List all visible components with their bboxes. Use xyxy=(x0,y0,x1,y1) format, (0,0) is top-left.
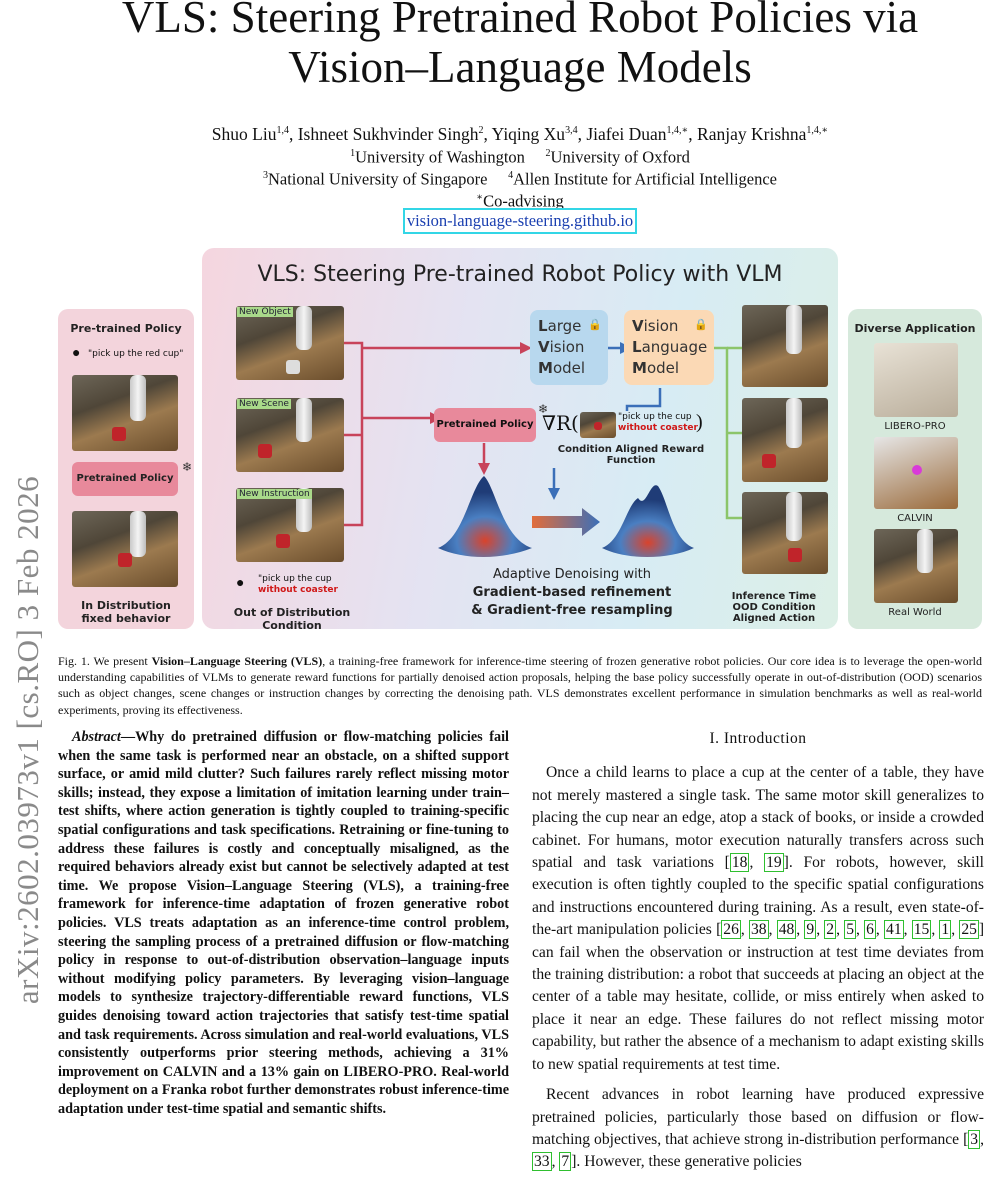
vision-language-model-box xyxy=(624,310,714,385)
adaptive-denoising-label xyxy=(452,566,692,620)
citation-link[interactable]: 9 xyxy=(806,921,815,939)
denoise-line1: Adaptive Denoising with xyxy=(492,567,652,582)
paper-title xyxy=(80,0,960,92)
figure-caption xyxy=(58,653,982,718)
author-affil-sup: 3,4 xyxy=(565,125,578,136)
author-name: Jiafei Duan xyxy=(586,123,667,144)
abstract-text: —Why do pretrained diffusion or flow-matching policies fail when the same task is performed near an obstacle, on a shifted support surface, or amid mild clutter? Such failures rarely reflect missing motor skills; instead, they expose a limitation of imitation learning under train–test shifts, where action generation is tightly coupled to training-specific spatial configurations and task specifications. Retraining or fine-tuning to address these failures is costly and conceptually misaligned, as the required behaviors already exist but cannot be selectively adapted at test time. We propose Vision–Language Steering (VLS), a training-free framework for inference-time adaptation of frozen generative robot policies. VLS treats adaptation as an inference-time control problem, steering the sampling process of a pretrained diffusion or flow-matching policy in response to out-of-distribution observation–language inputs without modifying policy parameters. By leveraging vision–language models to synthesize trajectory-differentiable reward functions, VLS guides denoising toward action trajectories that satisfy test-time spatial and task requirements. Across simulation and real-world evaluations, VLS consistently outperforms prior steering methods, achieving a 31% improvement on CALVIN and a 13% gain on LIBERO-PRO. Real-world deployment on a Franka robot further demonstrates robust inference-time adaptation under test-time spatial and semantic shifts. xyxy=(58,729,509,1117)
person-icon: ● xyxy=(236,576,245,591)
citation-link[interactable]: 7 xyxy=(561,1153,570,1171)
inference-photo-2 xyxy=(742,398,828,482)
introduction-section xyxy=(532,728,984,1182)
author-affil-sup: 1,4,∗ xyxy=(806,125,829,136)
robot-photo xyxy=(72,511,178,587)
robot-photo xyxy=(72,375,178,451)
reward-close-paren: ) xyxy=(696,411,703,433)
affil-sup: 4 xyxy=(508,170,514,181)
caption-prefix: Fig. 1. We present xyxy=(58,654,152,668)
author-name: Shuo Liu xyxy=(211,123,277,144)
citation-link[interactable]: 5 xyxy=(846,921,854,939)
ood-prompt-line2: without coaster xyxy=(258,585,338,595)
vls-main-panel xyxy=(202,248,838,632)
text: Recent advances in robot learning have produced expressive pretrained policies, particularly those based on diffusion or flow-matching objectives, that achieve strong in-distribution performance xyxy=(532,1086,984,1148)
reward-thumbnail xyxy=(580,412,616,438)
denoise-arrow xyxy=(532,508,600,536)
vlm-odel: odel xyxy=(646,359,680,377)
citation-link[interactable]: 41 xyxy=(886,921,902,939)
libero-pro-label: LIBERO-PRO xyxy=(884,421,946,432)
lvm-odel: odel xyxy=(552,359,586,377)
snowflake-icon: ❄ xyxy=(182,460,193,474)
affil-sup: 1 xyxy=(350,148,356,159)
citation-link[interactable]: 19 xyxy=(766,854,782,872)
infer-line2: OOD Condition Aligned Action xyxy=(732,602,816,624)
citation-link[interactable]: 6 xyxy=(866,921,874,939)
reward-function-label: Condition Aligned Reward Function xyxy=(557,444,705,466)
abstract xyxy=(58,728,509,1118)
lock-icon: 🔒 xyxy=(588,318,602,331)
text: . However, these generative policies xyxy=(576,1153,802,1171)
citation-link[interactable]: 18 xyxy=(731,854,748,872)
ood-prompt-line1: "pick up the cup xyxy=(258,574,332,584)
affil-sup: 2 xyxy=(545,148,551,159)
figure-title: VLS: Steering Pre-trained Robot Policy with VLM xyxy=(257,262,783,287)
citation-link[interactable]: 1 xyxy=(941,921,950,939)
inference-time-label xyxy=(710,591,838,624)
ood-condition-label: Out of Distribution Condition xyxy=(233,606,351,632)
affil-text: University of Oxford xyxy=(550,147,690,167)
lvm-m: M xyxy=(538,359,553,377)
left-bottom-label xyxy=(58,599,194,625)
lvm-ision: ision xyxy=(549,338,585,356)
calvin-label: CALVIN xyxy=(897,513,933,524)
section-heading: I. Introduction xyxy=(709,730,807,747)
left-panel-title: Pre-trained Policy xyxy=(70,322,182,335)
vlm-anguage: anguage xyxy=(641,338,708,356)
affil-text: National University of Singapore xyxy=(267,169,488,189)
citation-link[interactable]: 38 xyxy=(750,921,767,939)
citation-link[interactable]: 33 xyxy=(534,1153,550,1171)
author-list: Shuo Liu$^{1,4}$, Ishneet Sukhvinder Singh$^2$, Yiqing Xu$^{3,4}$, Jiafei Duan$^{1,4,∗}$, Ranjay Krishna$^{1,4,∗}$ xyxy=(211,123,829,144)
infer-line1: Inference Time xyxy=(731,591,817,602)
reward-prompt-line1: "pick up the cup xyxy=(618,412,692,422)
vlm-m: M xyxy=(632,359,647,377)
lvm-l: L xyxy=(538,317,548,335)
snowflake-icon: ❄ xyxy=(538,402,549,416)
affil-sup: 3 xyxy=(262,170,268,181)
tag-new-object: New Object xyxy=(239,307,291,317)
real-world-photo xyxy=(874,529,958,603)
large-vision-model-box xyxy=(530,310,608,385)
reward-prompt xyxy=(618,412,698,434)
abstract-label: Abstract xyxy=(72,729,121,745)
affil-text: University of Washington xyxy=(355,147,525,167)
calvin-photo xyxy=(874,437,958,509)
libero-pro-photo xyxy=(874,343,958,417)
title-line-1: VLS: Steering Pretrained Robot Policies via xyxy=(121,0,919,42)
left-pretrained-policy-pill: Pretrained Policy xyxy=(72,462,178,496)
author-name: Ishneet Sukhvinder Singh xyxy=(297,123,479,144)
citation-link[interactable]: 3 xyxy=(970,1130,979,1148)
coadv-sup: ∗ xyxy=(476,192,484,203)
distribution-after xyxy=(602,485,694,557)
right-panel-title: Diverse Application xyxy=(854,322,976,335)
project-link[interactable]: vision-language-steering.github.io xyxy=(403,208,637,234)
figure-1 xyxy=(58,248,982,632)
left-prompt: "pick up the red cup" xyxy=(88,349,184,359)
affil-text: Allen Institute for Artificial Intelligence xyxy=(513,169,778,189)
real-world-label: Real World xyxy=(888,607,942,618)
citation-link[interactable]: 2 xyxy=(826,921,835,939)
left-bottom-line2: fixed behavior xyxy=(81,612,171,625)
author-affil-sup: 1,4 xyxy=(276,125,289,136)
title-line-2: Vision–Language Models xyxy=(288,42,752,92)
distribution-before xyxy=(438,476,532,557)
denoise-line3: & Gradient-free resampling xyxy=(471,603,673,618)
citation-link[interactable]: 25 xyxy=(961,921,977,939)
citation-link[interactable]: 15 xyxy=(913,921,930,939)
lvm-arge: arge xyxy=(547,317,582,335)
coadv-text: Co-advising xyxy=(483,191,564,211)
inference-photo-3 xyxy=(742,492,828,574)
text: . For robots, however, skill execution is often tightly coupled to the specific spatial configurations and instructions encountered during training. As a result, even state-of-the-art manipulation policies xyxy=(532,854,984,939)
tag-new-scene: New Scene xyxy=(239,399,289,409)
lock-icon: 🔒 xyxy=(694,318,708,331)
citation-link[interactable]: 48 xyxy=(778,921,795,939)
intro-paragraph-2: Recent advances in robot learning have produced expressive pretrained policies, particularly those based on diffusion or flow-matching objectives, that achieve strong in-distribution performance [ 3 , 33 , 7 ]. However, these generative policies xyxy=(532,1086,984,1171)
tag-new-instruction: New Instruction xyxy=(239,489,310,499)
author-affil-sup: 1,4,∗ xyxy=(666,125,689,136)
author-name: Ranjay Krishna xyxy=(697,123,807,144)
text: Once a child learns to place a cup at the center of a table, they have not merely mastered a single task. The same motor skill generalizes to placing the cup near an edge, atop a stack of books, or inside a crowded cabinet. For humans, motor execution naturally transfers across such spatial and task variations xyxy=(532,764,984,872)
reward-prompt-line2: without coaster xyxy=(618,423,698,433)
vlm-ision: ision xyxy=(643,317,679,335)
caption-bold: Vision–Language Steering (VLS) xyxy=(151,654,323,668)
inference-photo-1 xyxy=(742,305,828,387)
author-name: Yiqing Xu xyxy=(491,123,566,144)
citation-link[interactable]: 26 xyxy=(723,921,739,939)
intro-paragraph-1: Once a child learns to place a cup at the center of a table, they have not merely mastered a single task. The same motor skill generalizes to placing the cup near an edge, atop a stack of books, or inside a crowded cabinet. For humans, motor execution naturally transfers across such spatial and task variations [ 18 , 19 ]. For robots, however, skill execution is often tightly coupled to the specific spatial configurations and instructions encountered during training. As a result, even state-of-the-art manipulation policies [ 26 , 38 , 48 , 9 , 2 , 5 , 6 , 41 , 15 , 1 , 25 ] can fail when the observation or instruction at test time deviates from the training distribution: a robot that succeeds at placing an object at the center of a table may hesitate, collide, or miss entirely when asked to place it near an edge. These failures do not reflect missing motor capability, but rather the absence of a mechanism to adapt existing skills to new spatial requirements at test time. xyxy=(532,764,985,1073)
pretrained-policy-panel xyxy=(58,309,194,629)
project-link-row xyxy=(90,208,950,234)
lvm-v: V xyxy=(538,338,550,356)
author-affil-sup: 2 xyxy=(478,125,484,136)
arxiv-side-stamp: arXiv:2602.03973v1 [cs.RO] 3 Feb 2026 xyxy=(10,475,45,1005)
reward-gradient-symbol: ∇R( xyxy=(542,411,579,435)
vlm-l: L xyxy=(632,338,642,356)
left-bottom-line1: In Distribution xyxy=(81,599,171,612)
denoise-line2: Gradient-based refinement xyxy=(472,585,672,600)
caption-rest: , a training-free framework for inference-time steering of frozen generative robot policies. Our core idea is to leverage the open-world understanding capabilities of VLMs to generate reward functions for partially denoised action proposals, helping the base policy successfully operate in out-of-distribution (OOD) scenarios such as object changes, scene changes or instruction changes by correcting the denoising path. VLS demonstrates excellent performance in simulation benchmarks as well as real-world experiments, proving its effectiveness. xyxy=(58,654,982,717)
vlm-v: V xyxy=(632,317,644,335)
mid-pretrained-policy-pill: Pretrained Policy xyxy=(434,408,536,442)
diverse-application-panel xyxy=(848,309,982,629)
text: can fail when the observation or instruction at test time deviates from the training distribution: a robot that succeeds at placing an object at the center of a table may hesitate, collide, or miss entirely when asked to place it near an edge. These failures do not reflect missing motor capability, but rather the absence of a mechanism to adapt existing skills to new spatial requirements at test time. xyxy=(532,943,984,1073)
person-icon: ● xyxy=(72,346,81,361)
